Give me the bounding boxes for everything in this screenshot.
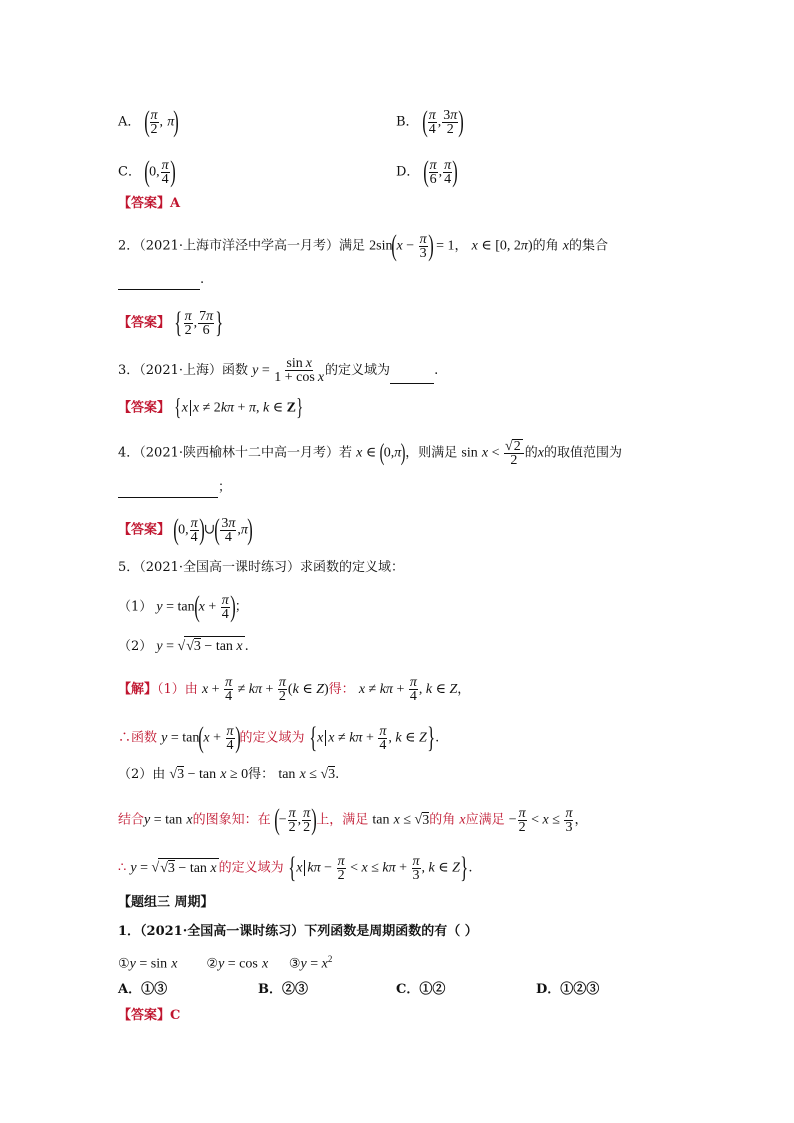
q5-part2: （2） y = √√3 − tan x .	[118, 636, 249, 657]
q1-option-c: C． (0, $\frac{\pi}{4}$ )	[118, 155, 176, 188]
solution-line-4: 结合y = tan x的图象知：在 (− $\frac{\pi}{2}$ , $\frac{\pi}{2}$ )上，满足 tan x ≤ √3的角 x应满足 − $\frac{\pi}{2}$ < x ≤ $\frac{\pi}{3}$ ，	[118, 803, 588, 836]
q4-stem: 4．（2021·陕西榆林十二中高一月考）若 x ∈ (0,π)，则满足 sin x < $\frac{√2}{2}$ 的x的取值范围为	[118, 439, 622, 468]
q3-stem: 3．（2021·上海）函数 y = $\frac{\text{sin x}}{\text{1 + cos x}}$ 的定义域为 .	[118, 356, 439, 385]
section-title: 【题组三 周期】	[118, 895, 214, 910]
q2-answer: 【答案】 { $\frac{\pi}{2}$ , $\frac{7\pi}{6}$ }	[118, 306, 224, 339]
solution-line-3: （2）由 √3 − tan x ≥ 0得： tan x ≤ √3.	[118, 767, 340, 782]
solution-line-2: ∴函数 y = tan(x + $\frac{\pi}{4}$ )的定义域为 {x x ≠ kπ + $\frac{\pi}{4}$ , k ∈ Z}.	[118, 721, 440, 754]
q1-option-d: D． ( $\frac{\pi}{6}$ , $\frac{\pi}{4}$ )	[396, 155, 458, 188]
q2-stem: 2．（2021·上海市洋泾中学高一月考）满足 2sin(x − $\frac{\pi}{3}$ ) = 1， x ∈ [0, 2π)的角 x的集合	[118, 229, 608, 262]
q5-part1: （1） y = tan(x + $\frac{\pi}{4}$ )；	[118, 590, 248, 623]
solution-line-1: 【解】（1）由 x + $\frac{\pi}{4}$ ≠ kπ + $\frac{\pi}{2}$ (k ∈ Z)得： x ≠ kπ + $\frac{\pi}{4}$ , k ∈ Z，	[118, 675, 471, 704]
solution-line-5: ∴ y = √√3 − tan x 的定义域为 {x kπ − $\frac{\pi}{2}$ < x ≤ kπ + $\frac{\pi}{3}$ , k ∈ Z}.	[118, 851, 473, 884]
q2-blank: .	[118, 270, 204, 290]
p1-answer: 【答案】C	[118, 1008, 181, 1023]
q4-blank: ；	[118, 478, 231, 498]
q1-answer: 【答案】A	[118, 196, 181, 211]
q3-answer: 【答案】 {x x ≠ 2kπ + π, k ∈ Z}	[118, 395, 304, 421]
q1-option-b: B． ( $\frac{\pi}{4}$ , $\frac{3\pi}{2}$ )	[396, 105, 464, 138]
p1-functions: ①y = sin x ②y = cos x ③y = $x^2$	[118, 954, 333, 972]
p1-stem: 1．（2021·全国高一课时练习）下列函数是周期函数的有（ ）	[118, 924, 478, 939]
q1-option-a: A． ( $\frac{\pi}{2}$ , π)	[118, 105, 179, 138]
p1-options: A．①③ B．②③ C．①② D．①②③	[118, 982, 600, 997]
q4-answer: 【答案】 (0, $\frac{\pi}{4}$ )∪( $\frac{3\pi}{4}$ ,π)	[118, 513, 253, 546]
q5-stem: 5．（2021·全国高一课时练习）求函数的定义域：	[118, 560, 404, 575]
